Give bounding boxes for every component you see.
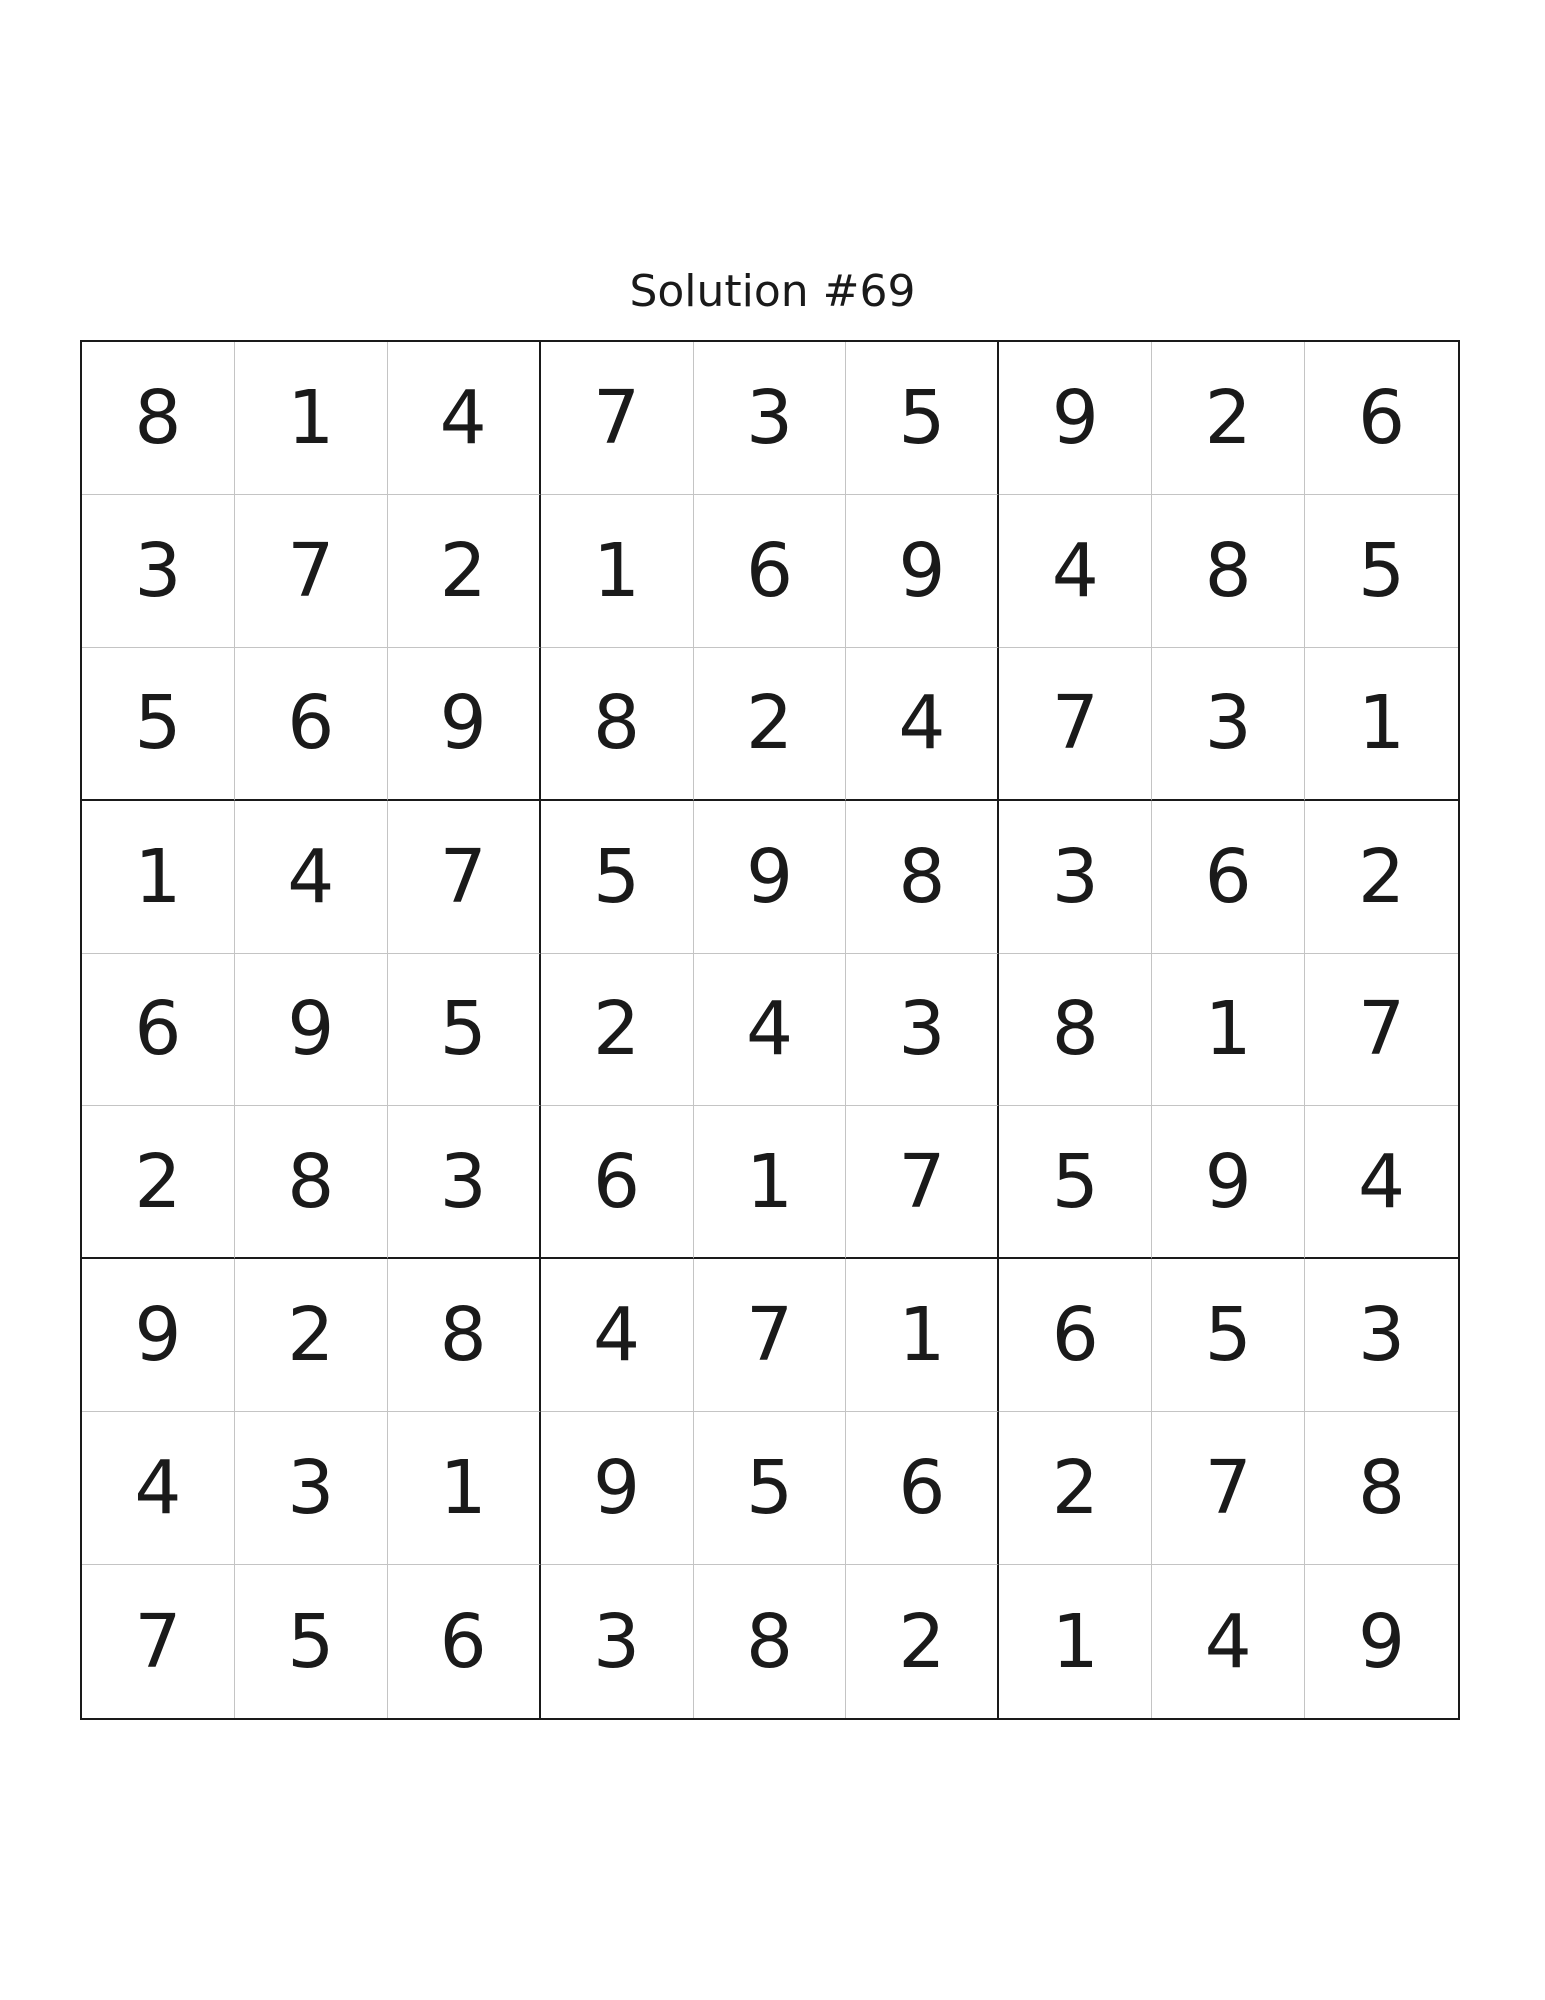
sudoku-cell: 6 xyxy=(82,954,235,1107)
sudoku-cell: 2 xyxy=(1152,342,1305,495)
sudoku-cell: 3 xyxy=(235,1412,388,1565)
sudoku-cell: 8 xyxy=(388,1259,541,1412)
sudoku-cell: 2 xyxy=(82,1106,235,1259)
sudoku-cell: 1 xyxy=(846,1259,999,1412)
sudoku-cell: 6 xyxy=(388,1565,541,1718)
sudoku-cell: 6 xyxy=(235,648,388,801)
sudoku-cell: 2 xyxy=(235,1259,388,1412)
sudoku-cell: 1 xyxy=(235,342,388,495)
sudoku-cell: 7 xyxy=(999,648,1152,801)
sudoku-cell: 4 xyxy=(388,342,541,495)
sudoku-cell: 3 xyxy=(1305,1259,1458,1412)
sudoku-cell: 7 xyxy=(388,801,541,954)
sudoku-cell: 7 xyxy=(694,1259,847,1412)
sudoku-cell: 4 xyxy=(541,1259,694,1412)
sudoku-cell: 5 xyxy=(999,1106,1152,1259)
sudoku-cell: 7 xyxy=(235,495,388,648)
sudoku-cell: 8 xyxy=(235,1106,388,1259)
sudoku-cell: 5 xyxy=(694,1412,847,1565)
sudoku-cell: 6 xyxy=(846,1412,999,1565)
sudoku-cell: 2 xyxy=(999,1412,1152,1565)
sudoku-cell: 4 xyxy=(846,648,999,801)
sudoku-cell: 6 xyxy=(1152,801,1305,954)
sudoku-cell: 8 xyxy=(846,801,999,954)
sudoku-cell: 8 xyxy=(999,954,1152,1107)
sudoku-cell: 5 xyxy=(82,648,235,801)
sudoku-cell: 7 xyxy=(82,1565,235,1718)
sudoku-cell: 8 xyxy=(1305,1412,1458,1565)
sudoku-cell: 8 xyxy=(541,648,694,801)
sudoku-cell: 9 xyxy=(235,954,388,1107)
sudoku-cell: 9 xyxy=(82,1259,235,1412)
sudoku-cell: 1 xyxy=(1305,648,1458,801)
sudoku-cell: 6 xyxy=(999,1259,1152,1412)
sudoku-cell: 5 xyxy=(235,1565,388,1718)
sudoku-cell: 7 xyxy=(541,342,694,495)
sudoku-cell: 4 xyxy=(82,1412,235,1565)
sudoku-cell: 2 xyxy=(1305,801,1458,954)
sudoku-cell: 1 xyxy=(1152,954,1305,1107)
sudoku-cell: 7 xyxy=(1305,954,1458,1107)
sudoku-cell: 1 xyxy=(694,1106,847,1259)
sudoku-cell: 2 xyxy=(388,495,541,648)
sudoku-cell: 5 xyxy=(388,954,541,1107)
sudoku-cell: 9 xyxy=(1152,1106,1305,1259)
sudoku-cell: 4 xyxy=(1152,1565,1305,1718)
sudoku-cell: 4 xyxy=(694,954,847,1107)
sudoku-grid xyxy=(80,340,1460,1720)
sudoku-cell: 8 xyxy=(1152,495,1305,648)
sudoku-cell: 3 xyxy=(999,801,1152,954)
sudoku-cell: 5 xyxy=(541,801,694,954)
sudoku-cell: 3 xyxy=(1152,648,1305,801)
sudoku-cell: 2 xyxy=(694,648,847,801)
sudoku-cell: 7 xyxy=(846,1106,999,1259)
sudoku-cell: 3 xyxy=(388,1106,541,1259)
sudoku-cell: 4 xyxy=(1305,1106,1458,1259)
sudoku-cell: 4 xyxy=(235,801,388,954)
sudoku-cell: 6 xyxy=(694,495,847,648)
sudoku-cell: 9 xyxy=(1358,1598,1406,1685)
sudoku-cell: 8 xyxy=(82,342,235,495)
sudoku-cell: 9 xyxy=(694,801,847,954)
sudoku-cell: 6 xyxy=(541,1106,694,1259)
sudoku-cell: 4 xyxy=(999,495,1152,648)
sudoku-cell: 1 xyxy=(999,1565,1152,1718)
sudoku-cell: 9 xyxy=(846,495,999,648)
sudoku-cell: 2 xyxy=(541,954,694,1107)
sudoku-cell: 5 xyxy=(1305,495,1458,648)
sudoku-cell: 6 xyxy=(1305,342,1458,495)
sudoku-cell: 1 xyxy=(388,1412,541,1565)
sudoku-cell: 3 xyxy=(541,1565,694,1718)
sudoku-cell: 2 xyxy=(846,1565,999,1718)
sudoku-cell: 1 xyxy=(541,495,694,648)
sudoku-cell: 9 xyxy=(388,648,541,801)
sudoku-cell: 3 xyxy=(694,342,847,495)
sudoku-cell: 3 xyxy=(846,954,999,1107)
sudoku-cell: 3 xyxy=(82,495,235,648)
sudoku-cell: 7 xyxy=(1152,1412,1305,1565)
sudoku-cell: 9 xyxy=(541,1412,694,1565)
sudoku-cell: 5 xyxy=(1152,1259,1305,1412)
sudoku-cell: 5 xyxy=(846,342,999,495)
page-title: Solution #69 xyxy=(629,266,916,317)
sudoku-cell: 1 xyxy=(82,801,235,954)
sudoku-cell: 9 xyxy=(999,342,1152,495)
sudoku-cell: 8 xyxy=(694,1565,847,1718)
